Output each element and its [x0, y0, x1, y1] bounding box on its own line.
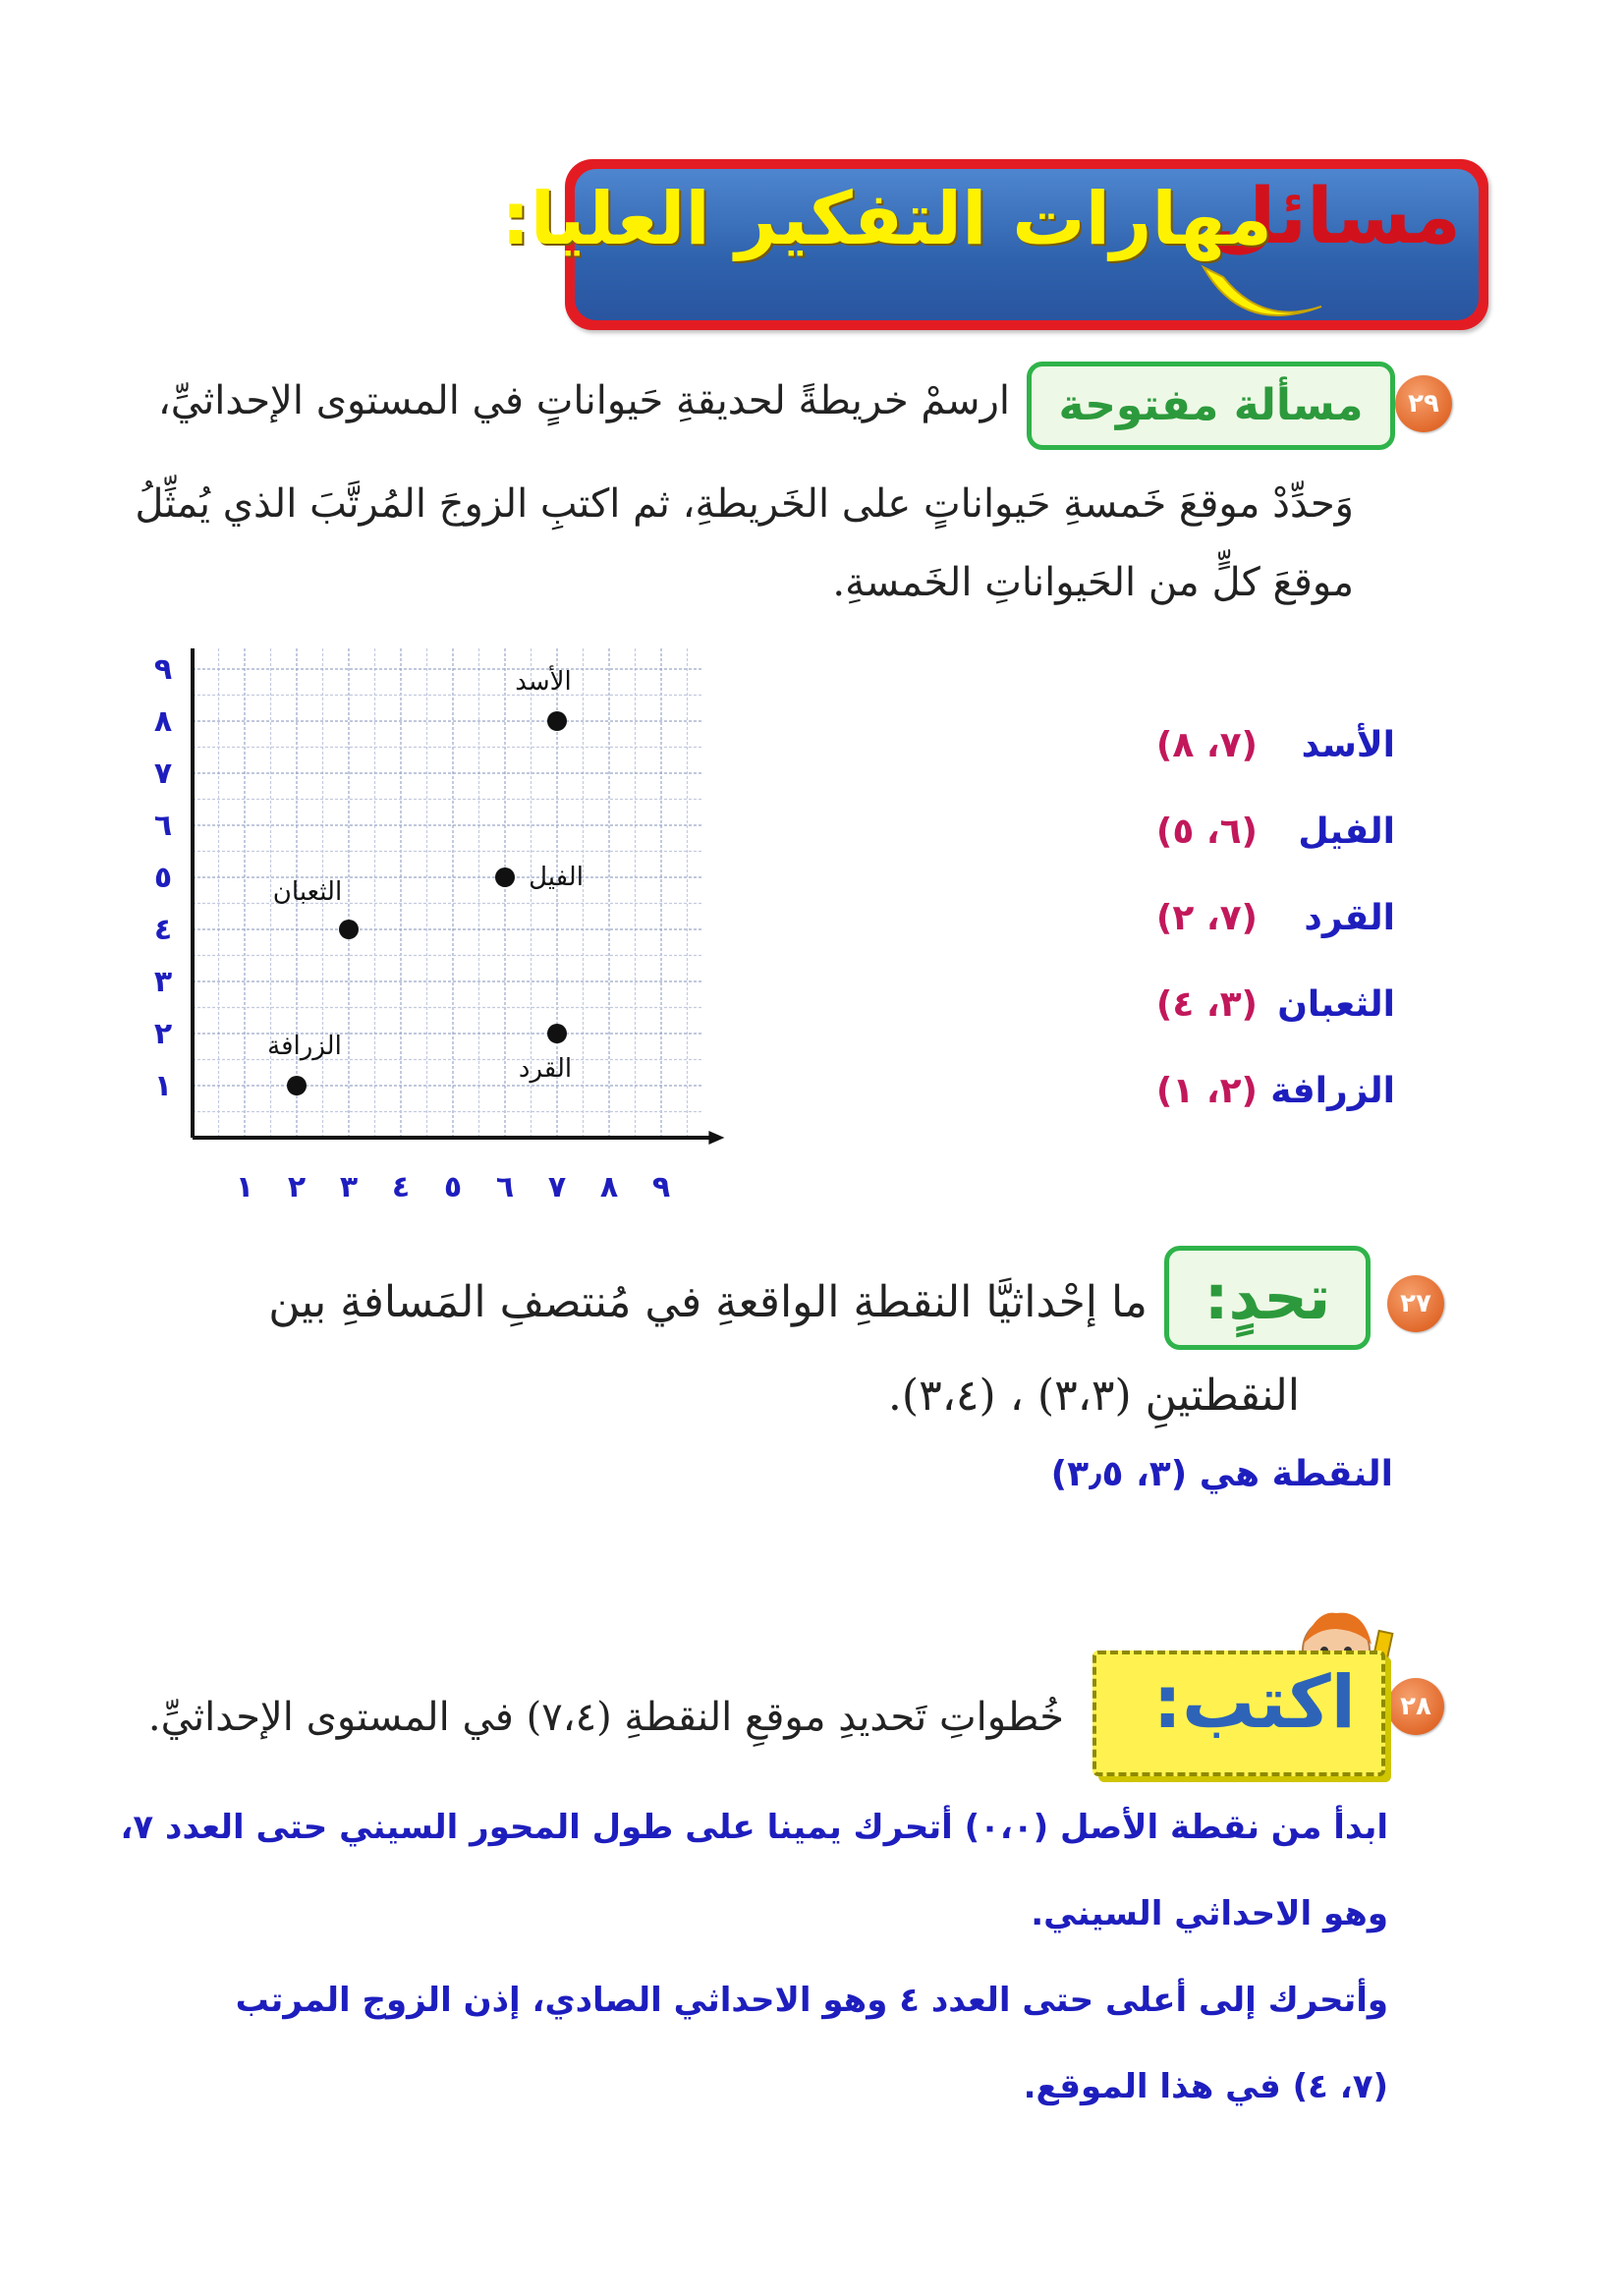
answer-name: الأسد	[1301, 725, 1395, 765]
y-tick-label: ٨	[153, 704, 173, 739]
x-tick-label: ٥	[443, 1170, 463, 1204]
challenge-tag: تحدٍ:	[1164, 1246, 1371, 1350]
x-tick-label: ٩	[651, 1170, 671, 1204]
write-tag	[1092, 1651, 1385, 1776]
answer-value: (٧، ٨)	[1155, 725, 1258, 765]
y-tick-label: ٦	[153, 809, 173, 843]
answer-name: الفيل	[1298, 812, 1395, 852]
crescent-moon-icon	[1184, 208, 1331, 336]
y-tick-label: ٥	[153, 861, 173, 895]
chart-grid	[193, 648, 702, 1138]
question-number-27: ٢٧	[1387, 1275, 1444, 1332]
y-tick-label: ٣	[153, 965, 173, 999]
data-point	[495, 868, 515, 887]
q27-answer-text: النقطة هي (٣، ٣٫٥)	[1050, 1454, 1393, 1494]
q28-answer-line-3: وأتحرك إلى أعلى حتى العدد ٤ وهو الاحداثي الصادي، إذن الزوج المرتب	[235, 1981, 1388, 2020]
answers-list	[1081, 725, 1395, 1157]
header-banner-inner	[501, 169, 1479, 320]
q27-line-1: ما إحْداثيَّا النقطةِ الواقعةِ في مُنتصفِ المَسافةِ بين	[268, 1277, 1148, 1327]
open-problem-tag: مسألة مفتوحة	[1027, 362, 1395, 450]
data-point	[547, 1024, 567, 1043]
answer-row	[1081, 898, 1395, 984]
answer-name: الثعبان	[1277, 984, 1395, 1025]
data-point	[339, 920, 359, 939]
chart-ticks	[154, 652, 670, 1204]
data-point-label: الزرافة	[267, 1032, 342, 1061]
q29-line-1: ارسمْ خريطةً لحديقةِ حَيواناتٍ في المستوى الإحداثيِّ،	[157, 378, 1010, 423]
answer-row	[1081, 984, 1395, 1071]
coordinate-plane-chart	[138, 648, 727, 1208]
answer-name: الزرافة	[1270, 1071, 1395, 1111]
y-tick-label: ٩	[153, 652, 173, 687]
q29-line-3: موقعَ كلٍّ من الحَيواناتِ الخَمسةِ.	[832, 560, 1354, 605]
header-banner	[501, 159, 1488, 330]
answer-name: القرد	[1304, 898, 1395, 938]
q28-answer-line-2: وهو الاحداثي السيني.	[1031, 1894, 1388, 1933]
q27-line-2: النقطتينِ (٣،٣) ، (٣،٤).	[887, 1371, 1300, 1421]
q28-question: خُطواتِ تَحديدِ موقعِ النقطةِ (٧،٤) في المستوى الإحداثيِّ.	[147, 1695, 1064, 1740]
answer-value: (٢، ١)	[1155, 1071, 1258, 1111]
x-tick-label: ٦	[495, 1170, 515, 1204]
header-word-red: مسائل	[1209, 173, 1461, 261]
y-tick-label: ٧	[153, 756, 173, 791]
answer-row	[1081, 725, 1395, 812]
answer-value: (٦، ٥)	[1155, 812, 1258, 852]
q28-answer-line-1: ابدأ من نقطة الأصل (٠،٠) أتحرك يمينا على طول المحور السيني حتى العدد ٧،	[120, 1808, 1388, 1847]
q29-line-2: وَحدِّدْ موقعَ خَمسةِ حَيواناتٍ على الخَريطةِ، ثم اكتبِ الزوجَ المُرتَّبَ الذي يُمثِّلُ	[135, 481, 1354, 527]
data-point-label: الفيل	[529, 863, 584, 892]
x-tick-label: ٨	[599, 1170, 619, 1204]
x-tick-label: ٢	[287, 1170, 307, 1204]
data-point	[547, 711, 567, 731]
question-number-28: ٢٨	[1387, 1678, 1444, 1735]
x-tick-label: ١	[235, 1170, 254, 1204]
y-tick-label: ١	[153, 1069, 173, 1103]
data-point	[287, 1076, 307, 1095]
answer-row	[1081, 812, 1395, 898]
write-tag-label: اكتب:	[1152, 1660, 1356, 1745]
x-tick-label: ٧	[547, 1170, 567, 1204]
x-tick-label: ٣	[339, 1170, 359, 1204]
data-point-label: الثعبان	[272, 877, 343, 907]
x-tick-label: ٤	[391, 1170, 411, 1204]
question-number-29: ٢٩	[1395, 375, 1452, 432]
data-point-label: القرد	[518, 1054, 573, 1084]
q27-answer	[1051, 1454, 1393, 1494]
data-point-label: الأسد	[515, 667, 572, 697]
answer-value: (٣، ٤)	[1155, 984, 1258, 1025]
chart-axes	[186, 648, 724, 1145]
q28-answer-line-4: (٧، ٤) في هذا الموقع.	[1023, 2067, 1388, 2106]
page-title: مهارات التفكير العليا:	[501, 177, 1272, 261]
answer-row	[1081, 1071, 1395, 1157]
x-axis-arrow-icon	[708, 1131, 724, 1145]
y-tick-label: ٤	[153, 913, 173, 947]
chart-points	[267, 664, 584, 1095]
y-tick-label: ٢	[153, 1017, 173, 1051]
answer-value: (٧، ٢)	[1155, 898, 1258, 938]
